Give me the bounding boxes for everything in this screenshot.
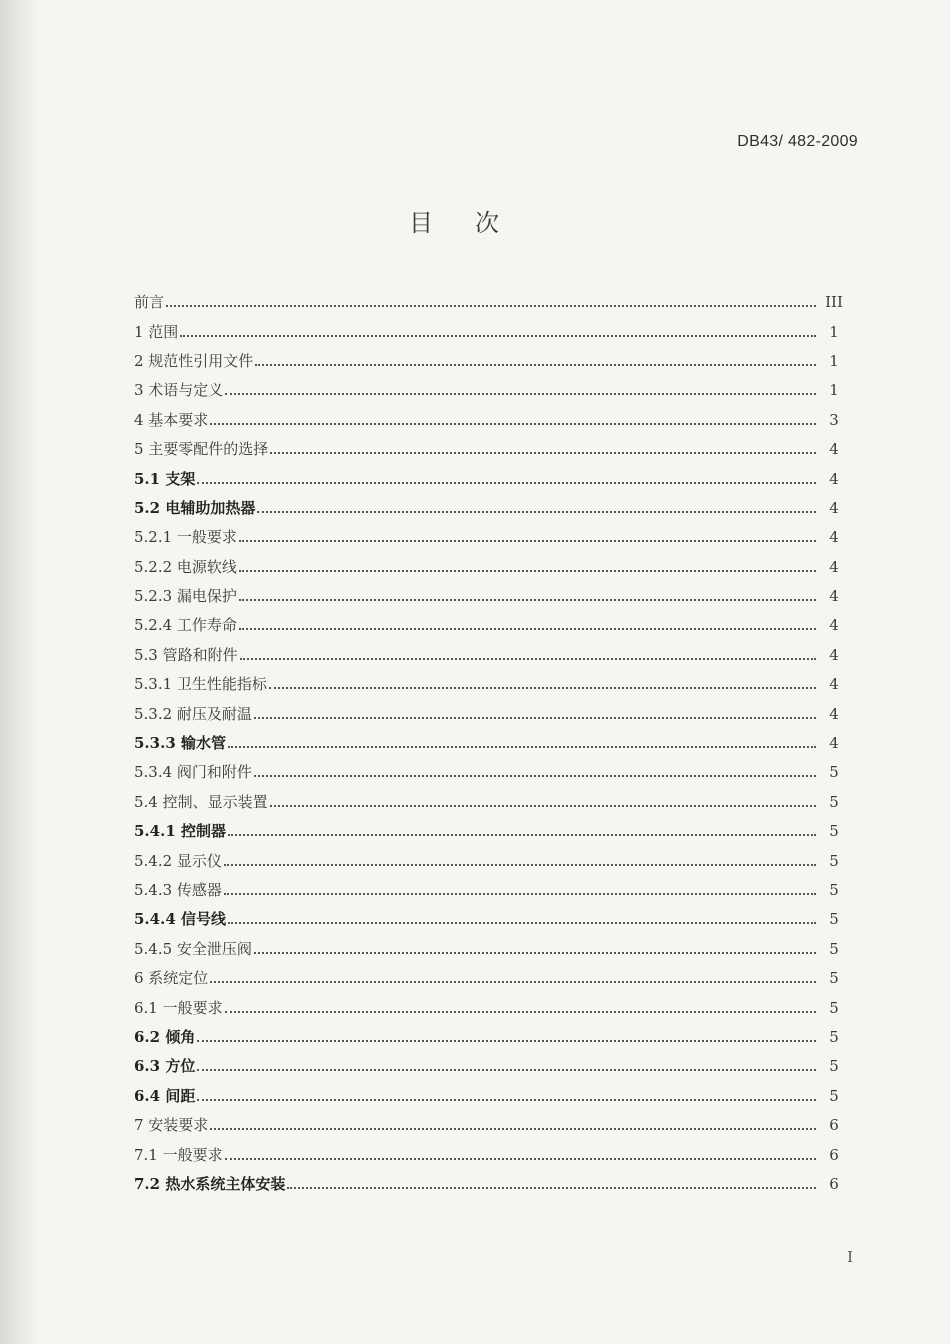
- toc-entry-label: 5.4.1 控制器: [134, 822, 226, 841]
- dot-leader: [254, 951, 816, 954]
- toc-entry-label: 6 系统定位: [134, 969, 209, 988]
- toc-entry-label: 5.1 支架: [134, 469, 196, 488]
- toc-entry[interactable]: [134, 788, 846, 817]
- toc-entry[interactable]: [134, 317, 846, 346]
- dot-leader: [239, 627, 816, 630]
- dot-leader: [210, 422, 816, 425]
- toc-entry-page-number: 4: [829, 469, 839, 488]
- toc-entry-label: 7.1 一般要求: [134, 1145, 223, 1164]
- toc-entry-label: 5.2.4 工作寿命: [134, 616, 237, 635]
- toc-entry-page-number: 5: [829, 763, 839, 782]
- toc-entry-label: 5.4.3 传感器: [134, 881, 222, 899]
- toc-entry-page-number: 5: [829, 1027, 839, 1046]
- toc-entry-label: 5.3.2 耐压及耐温: [134, 704, 252, 723]
- toc-entry[interactable]: [134, 1023, 846, 1052]
- toc-entry-label: 4 基本要求: [134, 410, 209, 429]
- toc-entry-page-number: 4: [829, 528, 839, 547]
- toc-entry-page-number: 5: [829, 822, 839, 841]
- toc-entry-label: 5.4.4 信号线: [134, 910, 226, 929]
- toc-entry-label: 6.2 倾角: [134, 1027, 196, 1046]
- dot-leader: [180, 334, 816, 337]
- dot-leader: [210, 980, 816, 983]
- toc-entry[interactable]: [134, 1140, 846, 1169]
- toc-entry-page-number: 5: [829, 851, 839, 870]
- toc-entry[interactable]: [134, 553, 846, 582]
- toc-entry[interactable]: [134, 670, 846, 699]
- standard-number: DB43/ 482-2009: [737, 133, 858, 150]
- toc-entry[interactable]: [134, 964, 846, 993]
- toc-entry-label: 5.2 电辅助加热器: [134, 498, 256, 517]
- toc-entry-label: 5.3.1 卫生性能指标: [134, 675, 267, 694]
- dot-leader: [197, 1098, 816, 1101]
- toc-entry[interactable]: [134, 846, 846, 875]
- toc-entry-page-number: 5: [829, 910, 839, 929]
- toc-entry-page-number: 5: [829, 998, 839, 1017]
- dot-leader: [197, 1039, 816, 1042]
- dot-leader: [269, 686, 816, 689]
- toc-entry-page-number: 5: [829, 792, 839, 811]
- toc-entry-label: 5.3.3 输水管: [134, 734, 226, 753]
- toc-entry[interactable]: [134, 523, 846, 552]
- toc-entry-page-number: 5: [829, 939, 839, 958]
- dot-leader: [257, 510, 816, 513]
- toc-entry[interactable]: [134, 1111, 846, 1140]
- dot-leader: [240, 657, 816, 660]
- toc-entry[interactable]: [134, 1170, 846, 1199]
- dot-leader: [254, 774, 816, 777]
- dot-leader: [255, 363, 816, 366]
- toc-entry[interactable]: [134, 464, 846, 493]
- toc-entry-page-number: 5: [829, 881, 839, 899]
- toc-entry-page-number: 6: [829, 1174, 839, 1193]
- toc-entry[interactable]: [134, 1082, 846, 1111]
- dot-leader: [287, 1186, 816, 1189]
- toc-entry[interactable]: [134, 611, 846, 640]
- dot-leader: [239, 569, 816, 572]
- toc-entry[interactable]: [134, 288, 846, 317]
- page-number: I: [847, 1248, 853, 1266]
- dot-leader: [228, 921, 816, 924]
- toc-entry-page-number: 6: [829, 1116, 839, 1135]
- toc-entry[interactable]: [134, 406, 846, 435]
- dot-leader: [254, 716, 816, 719]
- dot-leader: [225, 392, 816, 395]
- toc-entry[interactable]: [134, 435, 846, 464]
- toc-entry-label: 5.4.5 安全泄压阀: [134, 939, 252, 958]
- toc-entry-page-number: III: [825, 293, 843, 312]
- dot-leader: [228, 745, 816, 748]
- table-of-contents: [134, 288, 846, 1199]
- toc-entry-label: 3 术语与定义: [134, 381, 224, 400]
- toc-entry[interactable]: [134, 935, 846, 964]
- toc-entry[interactable]: [134, 758, 846, 787]
- toc-entry-page-number: 1: [829, 322, 839, 341]
- toc-entry[interactable]: [134, 494, 846, 523]
- toc-entry-page-number: 4: [829, 734, 839, 753]
- toc-entry[interactable]: [134, 582, 846, 611]
- toc-entry-label: 5.3.4 阀门和附件: [134, 763, 252, 782]
- dot-leader: [239, 539, 816, 542]
- dot-leader: [224, 863, 816, 866]
- toc-entry-page-number: 4: [829, 587, 839, 606]
- dot-leader: [210, 1127, 816, 1130]
- toc-entry[interactable]: [134, 729, 846, 758]
- toc-entry-page-number: 4: [829, 616, 839, 635]
- toc-entry-label: 5.2.2 电源软线: [134, 557, 237, 576]
- toc-entry-label: 1 范围: [134, 322, 179, 341]
- toc-entry[interactable]: [134, 347, 846, 376]
- toc-entry[interactable]: [134, 376, 846, 405]
- toc-entry-page-number: 4: [829, 704, 839, 723]
- toc-entry-label: 5.2.1 一般要求: [134, 528, 237, 547]
- page-title: 目次: [409, 209, 541, 237]
- toc-entry-label: 6.4 间距: [134, 1086, 196, 1105]
- dot-leader: [197, 481, 816, 484]
- toc-entry[interactable]: [134, 1052, 846, 1081]
- dot-leader: [224, 892, 816, 895]
- toc-entry-label: 5.2.3 漏电保护: [134, 587, 237, 606]
- dot-leader: [239, 598, 816, 601]
- toc-entry-page-number: 4: [829, 498, 839, 517]
- toc-entry-label: 5 主要零配件的选择: [134, 440, 269, 459]
- toc-entry[interactable]: [134, 699, 846, 728]
- dot-leader: [225, 1010, 816, 1013]
- dot-leader: [166, 304, 816, 307]
- toc-entry-label: 5.4 控制、显示装置: [134, 792, 268, 811]
- dot-leader: [270, 451, 816, 454]
- toc-entry[interactable]: [134, 905, 846, 934]
- toc-entry-page-number: 3: [829, 410, 839, 429]
- toc-entry[interactable]: [134, 993, 846, 1022]
- toc-entry-page-number: 4: [829, 557, 839, 576]
- dot-leader: [228, 833, 816, 836]
- toc-entry-page-number: 6: [829, 1145, 839, 1164]
- dot-leader: [270, 804, 816, 807]
- toc-entry-page-number: 4: [829, 440, 839, 459]
- toc-entry-page-number: 4: [829, 645, 839, 664]
- toc-entry-label: 5.3 管路和附件: [134, 645, 238, 664]
- toc-entry-page-number: 4: [829, 675, 839, 694]
- scan-shadow-edge: [0, 0, 40, 1344]
- dot-leader: [225, 1157, 816, 1160]
- toc-entry-page-number: 5: [829, 969, 839, 988]
- toc-entry[interactable]: [134, 641, 846, 670]
- toc-entry[interactable]: [134, 876, 846, 905]
- toc-entry-label: 7 安装要求: [134, 1116, 209, 1135]
- dot-leader: [197, 1068, 816, 1071]
- toc-entry-label: 2 规范性引用文件: [134, 351, 254, 370]
- toc-entry-page-number: 1: [829, 351, 839, 370]
- toc-entry-page-number: 5: [829, 1057, 839, 1076]
- toc-entry[interactable]: [134, 817, 846, 846]
- toc-entry-label: 6.1 一般要求: [134, 998, 223, 1017]
- toc-entry-label: 5.4.2 显示仪: [134, 851, 222, 870]
- toc-entry-label: 7.2 热水系统主体安装: [134, 1174, 286, 1193]
- toc-entry-label: 6.3 方位: [134, 1057, 196, 1076]
- toc-entry-label: 前言: [134, 293, 165, 312]
- toc-entry-page-number: 1: [829, 381, 839, 400]
- toc-entry-page-number: 5: [829, 1086, 839, 1105]
